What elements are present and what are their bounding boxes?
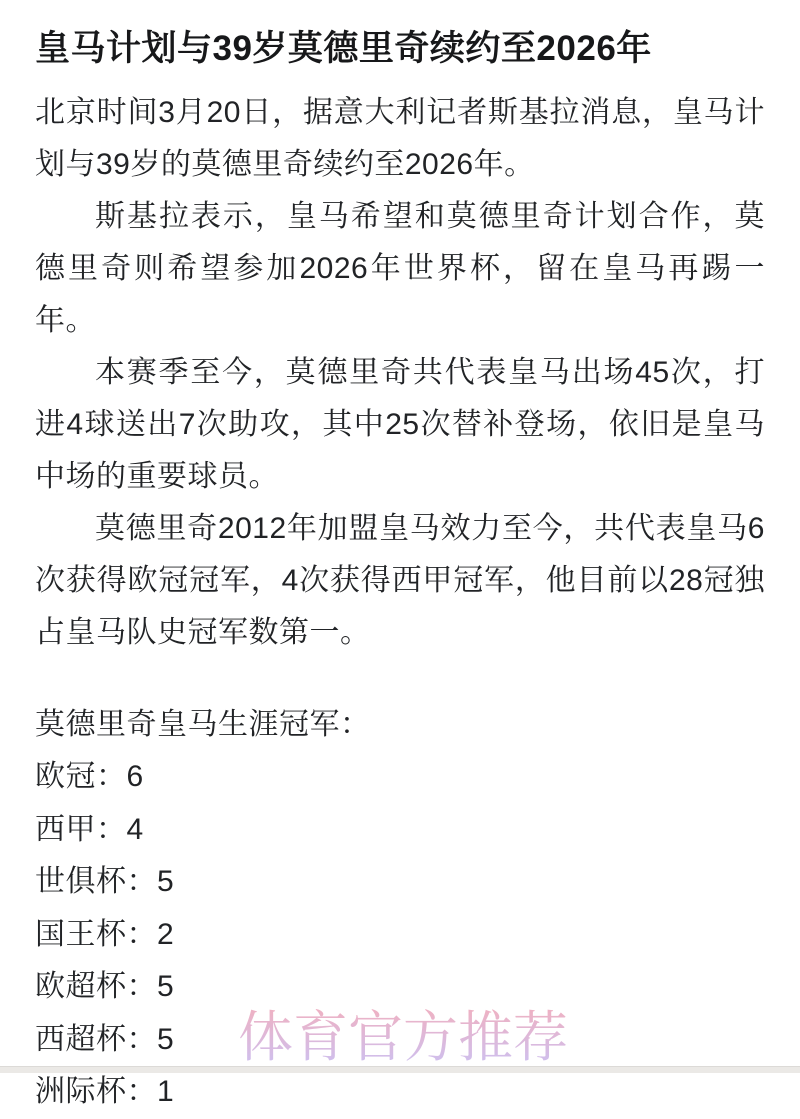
trophy-count: 5 xyxy=(157,865,175,898)
trophy-list xyxy=(35,751,765,1119)
trophy-section xyxy=(35,699,765,1119)
trophy-label: 西甲 xyxy=(35,812,96,846)
trophy-label: 国王杯 xyxy=(35,917,127,951)
trophy-row xyxy=(35,856,765,909)
trophy-separator: ： xyxy=(126,917,157,951)
bottom-edge-strip xyxy=(0,1066,800,1073)
trophy-separator: ： xyxy=(126,865,157,898)
trophy-row xyxy=(35,804,765,857)
trophy-count: 1 xyxy=(157,1075,175,1108)
trophy-count: 6 xyxy=(126,760,144,793)
trophy-label: 世俱杯 xyxy=(35,865,127,898)
trophy-separator: ： xyxy=(126,1075,157,1108)
trophy-row xyxy=(35,751,765,804)
trophy-row xyxy=(35,1014,765,1067)
trophy-row xyxy=(35,909,765,962)
trophy-row xyxy=(35,1066,765,1119)
trophy-count: 2 xyxy=(157,917,175,951)
trophy-count: 5 xyxy=(157,1022,175,1056)
trophy-row xyxy=(35,961,765,1014)
trophy-section-heading: 莫德里奇皇马生涯冠军： xyxy=(35,708,371,741)
article-body xyxy=(35,87,765,659)
paragraph: 北京时间3月20日，据意大利记者斯基拉消息，皇马计划与39岁的莫德里奇续约至2026年。 xyxy=(35,96,765,181)
watermark: 体育官方推荐 xyxy=(238,993,568,1072)
trophy-count: 5 xyxy=(157,970,175,1003)
trophy-separator: ： xyxy=(96,812,127,846)
trophy-count: 4 xyxy=(126,812,144,846)
paragraph: 本赛季至今，莫德里奇共代表皇马出场45次，打进4球送出7次助攻，其中25次替补登场，依旧是皇马中场的重要球员。 xyxy=(35,356,765,493)
trophy-label: 洲际杯 xyxy=(35,1075,127,1108)
paragraph: 斯基拉表示，皇马希望和莫德里奇计划合作，莫德里奇则希望参加2026年世界杯，留在皇马再踢一年。 xyxy=(35,200,765,337)
trophy-separator: ： xyxy=(96,760,127,793)
trophy-label: 欧冠 xyxy=(35,760,96,793)
trophy-label: 西超杯 xyxy=(35,1022,127,1056)
trophy-label: 欧超杯 xyxy=(35,970,127,1003)
paragraph: 莫德里奇2012年加盟皇马效力至今，共代表皇马6次获得欧冠冠军，4次获得西甲冠军，他目前以28冠独占皇马队史冠军数第一。 xyxy=(35,512,765,649)
article-title: 皇马计划与39岁莫德里奇续约至2026年 xyxy=(35,29,652,68)
trophy-separator: ： xyxy=(126,970,157,1003)
trophy-separator: ： xyxy=(126,1022,157,1056)
